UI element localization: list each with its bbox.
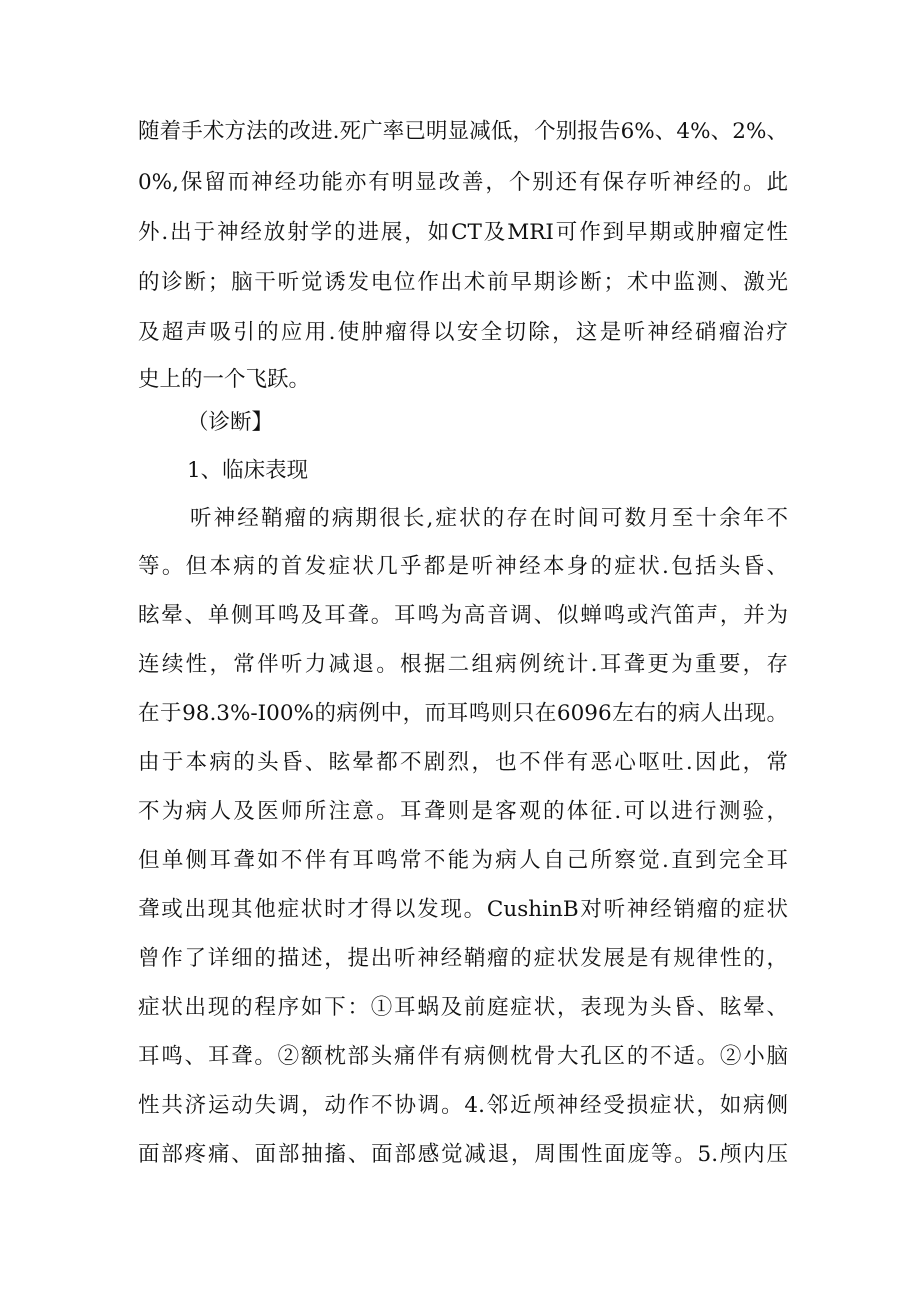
paragraph-line: 的诊断；脑干听觉诱发电位作出术前早期诊断；术中监测、激光 <box>138 270 788 295</box>
paragraph-line: 随着手术方法的改进.死广率已明显减低，个别报告6%、4%、2%、 <box>138 119 788 144</box>
paragraph-line: 曾作了详细的描述，提出听神经鞘瘤的症状发展是有规律性的， <box>138 946 788 971</box>
paragraph-line: 及超声吸引的应用.使肿瘤得以安全切除，这是听神经硝瘤治疗 <box>138 320 788 345</box>
paragraph-line: 等。但本病的首发症状几乎都是听神经本身的症状.包括头昏、 <box>138 554 788 579</box>
paragraph-line: 连续性，常伴听力减退。根据二组病例统计.耳聋更为重要，存 <box>138 652 788 677</box>
paragraph-line: 不为病人及医师所注意。耳聋则是客观的体征.可以进行测验， <box>138 799 788 824</box>
paragraph-line: 0%,保留而神经功能亦有明显改善，个别还有保存听神经的。此 <box>138 170 788 195</box>
paragraph-line: 由于本病的头昏、眩晕都不剧烈，也不伴有恶心呕吐.因此，常 <box>138 750 788 775</box>
paragraph-line: 听神经鞘瘤的病期很长,症状的存在时间可数月至十余年不 <box>190 506 788 531</box>
paragraph-line: 聋或出现其他症状时才得以发现。CushinB对听神经销瘤的症状 <box>138 897 788 922</box>
paragraph-line: 面部疼痛、面部抽搐、面部感觉减退，周围性面庞等。5.颅内压 <box>138 1142 788 1167</box>
section-heading: （诊断】 <box>187 410 274 435</box>
subsection-heading: 1、临床表现 <box>187 458 309 483</box>
paragraph-line: 在于98.3%-I00%的病例中，而耳鸣则只在6096左右的病人出现。 <box>138 701 788 726</box>
paragraph-line: 眩晕、单侧耳鸣及耳聋。耳鸣为高音调、似蝉鸣或汽笛声，并为 <box>138 603 788 628</box>
paragraph-line: 但单侧耳聋如不伴有耳鸣常不能为病人自己所察觉.直到完全耳 <box>138 848 788 873</box>
paragraph-line: 症状出现的程序如下：①耳蜗及前庭症状，表现为头昏、眩晕、 <box>138 995 788 1020</box>
paragraph-line: 外.出于神经放射学的进展，如CT及MRI可作到早期或肿瘤定性 <box>138 220 788 245</box>
paragraph-line: 性共济运动失调，动作不协调。4.邻近颅神经受损症状，如病侧 <box>138 1093 788 1118</box>
paragraph-line: 史上的一个飞跃。 <box>138 367 311 392</box>
paragraph-line: 耳鸣、耳聋。②额枕部头痛伴有病侧枕骨大孔区的不适。②小脑 <box>138 1044 788 1069</box>
